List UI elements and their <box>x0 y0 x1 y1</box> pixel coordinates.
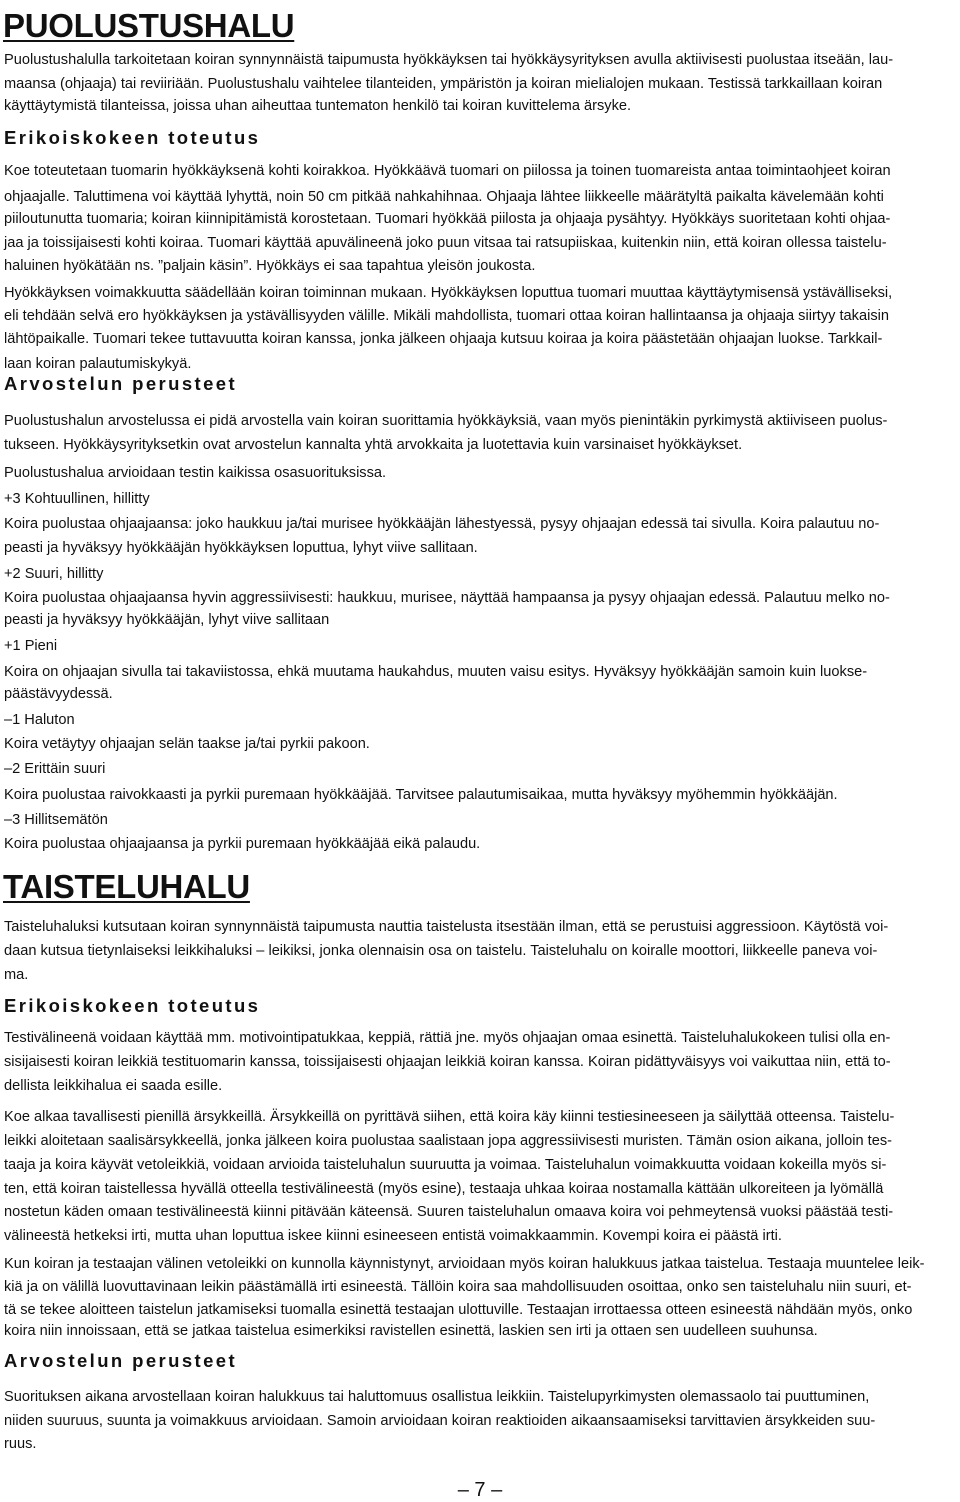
paragraph-line: ruus. <box>4 1436 37 1452</box>
paragraph-line: –2 Erittäin suuri <box>4 761 106 777</box>
subheading-criteria: Arvostelun perusteet <box>4 1350 238 1371</box>
subheading-execution: Erikoiskokeen toteutus <box>4 995 261 1016</box>
paragraph-line: eli tehdään selvä ero hyökkäyksen ja ystävällisyyden välille. Mikäli mahdollista, tuomari ottaa koiran hallintaansa ja ohjaaja siirtyy takaisin <box>4 308 889 324</box>
paragraph-line: niiden suuruus, suunta ja voimakkuus arvioidaan. Samoin arvioidaan koiran reaktioiden aikaansaamiseksi tarvittavien ärsykkeiden suu- <box>4 1413 876 1429</box>
page-number: – 7 – <box>457 1479 503 1501</box>
paragraph-line: välineestä hetkeksi irti, mutta uhan loputtua iskee kiinni esineeseen entistä voimakkaammin. Kovempi koira ei päästä irti. <box>4 1228 782 1244</box>
paragraph-line: Koe alkaa tavallisesti pienillä ärsykkeillä. Ärsykkeillä on pyrittävä siihen, että koira käy kiinni testiesineeseen ja säilyttää otteensa. Taistelu- <box>4 1109 895 1125</box>
paragraph-line: –1 Haluton <box>4 712 75 728</box>
paragraph-line: koira niin innoissaan, että se jatkaa taistelua esimerkiksi ravistellen esinettä, laskien sen irti ja ottaen sen uudelleen suuhunsa. <box>4 1323 818 1339</box>
paragraph-line: laan koiran palautumiskykyä. <box>4 356 192 372</box>
paragraph-line: Koira puolustaa raivokkaasti ja pyrkii puremaan hyökkääjää. Tarvitsee palautumisaikaa, mutta hyväksyy myöhemmin hyökkääjän. <box>4 787 838 803</box>
paragraph-line: Koira on ohjaajan sivulla tai takaviistossa, ehkä muutama haukahdus, muuten vaisu esitys. Hyväksyy hyökkääjän samoin kuin luokse- <box>4 664 868 680</box>
paragraph-line: Koira vetäytyy ohjaajan selän taakse ja/tai pyrkii pakoon. <box>4 736 370 752</box>
paragraph-line: Koira puolustaa ohjaajaansa hyvin aggressiivisesti: haukkuu, murisee, näyttää hampaansa ja pysyy ohjaajan edessä. Palautuu melko no- <box>4 590 890 606</box>
paragraph-line: Koe toteutetaan tuomarin hyökkäyksenä kohti koirakkoa. Hyökkäävä tuomari on piilossa ja toinen tuomareista antaa toimintaohjeet koiran <box>4 163 891 179</box>
paragraph-line: maansa (ohjaaja) tai reviiriään. Puolustushalu vaihtelee tilanteiden, ympäristön ja koiran mielialojen mukaan. Testissä tarkkaillaan koiran <box>4 76 883 92</box>
paragraph-line: Koira puolustaa ohjaajaansa: joko haukkuu ja/tai murisee hyökkääjän lähestyessä, pysyy ohjaajan edessä tai sivulla. Koira palautuu no- <box>4 516 880 532</box>
paragraph-line: taaja ja koira käyvät vetoleikkiä, voidaan arvioida taisteluhalun suuruutta ja voimaa. Taisteluhalun voimakkuutta voidaan kokeilla myös si- <box>4 1157 887 1173</box>
paragraph-line: jaa ja toissijaisesti kohti koiraa. Tuomari käyttää apuvälineenä joko puun vitsaa tai ratsupiiskaa, kuitenkin niin, että koiran ollessa taistelu- <box>4 235 887 251</box>
section-title: TAISTELUHALU <box>3 868 250 905</box>
paragraph-line: +2 Suuri, hillitty <box>4 566 104 582</box>
paragraph-line: leikki aloitetaan saalisärsykkeellä, jonka jälkeen koira puolustaa saalistaan jopa aggressiivisesti muristen. Tämän osion aikana, jolloin tes- <box>4 1133 892 1149</box>
paragraph-line: Kun koiran ja testaajan välinen vetoleikki on kunnolla käynnistynyt, arvioidaan myös koiran halukkuus jatkaa taistelua. Testaaja muuntelee leik- <box>4 1256 925 1272</box>
paragraph-line: Puolustushalun arvostelussa ei pidä arvostella vain koiran suorittamia hyökkäyksiä, vaan myös pienintäkin pyrkimystä aktiiviseen puolus- <box>4 413 888 429</box>
paragraph-line: Puolustushalulla tarkoitetaan koiran synnynnäistä taipumusta hyökkäyksen tai hyökkäysyrityksen avulla aktiivisesti puolustaa itseään, lau- <box>4 52 894 68</box>
paragraph-line: käyttäytymistä tilanteissa, joissa uhan aiheuttaa tuntematon henkilö tai koiran kuvittelema ärsyke. <box>4 98 632 114</box>
paragraph-line: Koira puolustaa ohjaajaansa ja pyrkii puremaan hyökkääjää eikä palaudu. <box>4 836 481 852</box>
paragraph-line: +3 Kohtuullinen, hillitty <box>4 491 150 507</box>
paragraph-line: kiä ja on välillä luovuttavinaan leikin päästämällä irti esineestä. Tällöin koira saa mahdollisuuden osoittaa, onko sen taisteluhalu niin suuri, et- <box>4 1279 912 1295</box>
paragraph-line: ten, että koiran taistellessa hyvällä otteella testivälineestä (myös esine), testaaja uhkaa koiraa nostamalla kättään ulkoreiteen ja lyömällä <box>4 1181 884 1197</box>
subheading-criteria: Arvostelun perusteet <box>4 373 238 394</box>
paragraph-line: nostetun käden omaan testivälineestä kiinni pitävään käteensä. Suuren taisteluhalun omaava koira voi pehmeytensä vuoksi päästää testi- <box>4 1204 894 1220</box>
paragraph-line: haluinen hyökätään ns. ”paljain käsin”. Hyökkäys ei saa tapahtua yleisön joukosta. <box>4 258 536 274</box>
paragraph-line: piiloutunutta tuomaria; koiran kiinnipitämistä korostetaan. Tuomari hyökkää piilosta ja ohjaaja pysähtyy. Hyökkäys suoritetaan kohti ohjaa- <box>4 211 891 227</box>
paragraph-line: tä se tekee aloitteen taistelun jatkamiseksi tuomalla esinettä testaajan ulottuville. Testaajan irrottaessa otteen esineestä nähdään myös, onko <box>4 1302 913 1318</box>
paragraph-line: Taisteluhaluksi kutsutaan koiran synnynnäistä taipumusta nauttia taistelusta itsestään ilman, että se perustuisi aggressioon. Käytöstä voi- <box>4 919 889 935</box>
paragraph-line: daan kutsua tietynlaiseksi leikkihaluksi – leikiksi, jonka olennaisin osa on taistelu. Taisteluhalu on koiralle moottori, liikkeelle paneva voi- <box>4 943 878 959</box>
paragraph-line: –3 Hillitsemätön <box>4 812 108 828</box>
paragraph-line: peasti ja hyväksyy hyökkääjän, lyhyt viive sallitaan <box>4 612 330 628</box>
paragraph-line: peasti ja hyväksyy hyökkääjän hyökkäyksen loputtua, lyhyt viive sallitaan. <box>4 540 478 556</box>
paragraph-line: Puolustushalua arvioidaan testin kaikissa osasuorituksissa. <box>4 465 387 481</box>
subheading-execution: Erikoiskokeen toteutus <box>4 127 261 148</box>
paragraph-line: sisijaisesti koiran leikkiä testituomarin kanssa, toissijaisesti ohjaajan leikkiä koiran kanssa. Koiran pidättyväisyys voi vaikuttaa niin, että to- <box>4 1054 891 1070</box>
paragraph-line: ma. <box>4 967 29 983</box>
paragraph-line: lähtöpaikalle. Tuomari tekee tuttavuutta koiran kanssa, jonka jälkeen ohjaaja kutsuu koiraa ja koira päästetään ohjaajan luokse. Tarkkail- <box>4 331 883 347</box>
paragraph-line: dellista leikkihalua ei saada esille. <box>4 1078 223 1094</box>
paragraph-line: päästävyydessä. <box>4 686 113 702</box>
paragraph-line: Testivälineenä voidaan käyttää mm. motivointipatukkaa, keppiä, rättiä jne. myös ohjaajan omaa esinettä. Taisteluhalukokeen tulisi olla en- <box>4 1030 891 1046</box>
paragraph-line: ohjaajalle. Taluttimena voi käyttää lyhyttä, noin 50 cm pitkää nahkahihnaa. Ohjaaja lähtee liikkeelle määrätyltä paikalta kävelemään kohti <box>4 189 884 205</box>
paragraph-line: Suorituksen aikana arvostellaan koiran halukkuus tai haluttomuus osallistua leikkiin. Taistelupyrkimysten olemassaolo tai puuttuminen, <box>4 1389 870 1405</box>
paragraph-line: tukseen. Hyökkäysyrityksetkin ovat arvostelun kannalta yhtä arvokkaita ja luotettavia kuin varsinaiset hyökkäykset. <box>4 437 743 453</box>
paragraph-line: +1 Pieni <box>4 638 58 654</box>
section-title: PUOLUSTUSHALU <box>3 7 295 44</box>
paragraph-line: Hyökkäyksen voimakkuutta säädellään koiran toiminnan mukaan. Hyökkäyksen loputtua tuomari muuttaa käyttäytymisensä ystävälliseksi, <box>4 285 893 301</box>
